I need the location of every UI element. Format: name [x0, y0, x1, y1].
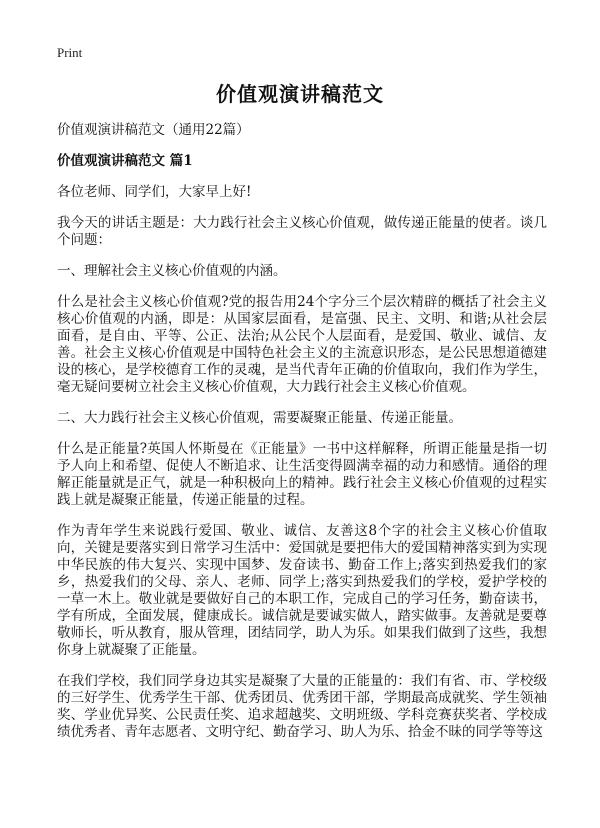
paragraph-school-examples: 在我们学校，我们同学身边其实是凝聚了大量的正能量的：我们有省、市、学校级的三好学生、优秀学生干部、优秀团员、优秀团干部，学期最高成就奖、学生领袖奖、学业优异奖、公民责任奖、追求超越奖、文明班级、学科竞赛获奖者、学校成绩优秀者、青年志愿者、文明守纪、勤奋学习、助人为乐、拾金不昧的同学等等这: [57, 673, 547, 740]
document-body: [57, 122, 547, 755]
paragraph-topic: 我今天的讲话主题是：大力践行社会主义核心价值观，做传递正能量的使者。谈几个问题：: [57, 215, 547, 248]
paragraph-student-practice: 作为青年学生来说践行爱国、敬业、诚信、友善这8个字的社会主义核心价值取向，关键是要落实到日常学习生活中：爱国就是要把伟大的爱国精神落实到为实现中华民族的伟大复兴、实现中国梦、发奋读书、勤奋工作上;落实到热爱我们的家乡，热爱我们的父母、亲人、老师、同学上;落实到热爱我们的学校，爱护学校的一草一木上。敬业就是要做好自己的本职工作，完成自己的学习任务，勤奋读书，学有所成，全面发展，健康成长。诚信就是要诚实做人，踏实做事。友善就是要尊敬师长，听从教育，服从管理，团结同学，助人为乐。如果我们做到了这些，我想你身上就凝聚了正能量。: [57, 523, 547, 658]
print-link[interactable]: Print: [57, 45, 83, 60]
paragraph-point-one-heading: 一、理解社会主义核心价值观的内涵。: [57, 263, 287, 279]
section-heading: 价值观演讲稿范文 篇1: [57, 153, 193, 169]
paragraph-point-two-heading: 二、大力践行社会主义核心价值观，需要凝聚正能量、传递正能量。: [57, 410, 462, 426]
page-title: 价值观演讲稿范文: [216, 82, 384, 106]
paragraph-core-values: 什么是社会主义核心价值观?党的报告用24个字分三个层次精辟的概括了社会主义核心价值观的内涵，即是：从国家层面看，是富强、民主、文明、和谐;从社会层面看，是自由、平等、公正、法治;从公民个人层面看，是爱国、敬业、诚信、友善。社会主义核心价值观是中国特色社会主义的主流意识形态，是公民思想道德建设的核心，是学校德育工作的灵魂，是当代青年正确的价值取向，我们作为学生，毫无疑问要树立社会主义核心价值观，大力践行社会主义核心价值观。: [57, 294, 547, 395]
paragraph-greeting: 各位老师、同学们，大家早上好!: [57, 184, 252, 200]
document-subtitle: 价值观演讲稿范文（通用22篇）: [57, 122, 250, 138]
paragraph-positive-energy: 什么是正能量?英国人怀斯曼在《正能量》一书中这样解释，所谓正能量是指一切予人向上和希望、促使人不断追求、让生活变得圆满幸福的动力和感情。通俗的理解正能量就是正气，就是一种积极向上的精神。践行社会主义核心价值观的过程实践上就是凝聚正能量，传递正能量的过程。: [57, 441, 547, 508]
